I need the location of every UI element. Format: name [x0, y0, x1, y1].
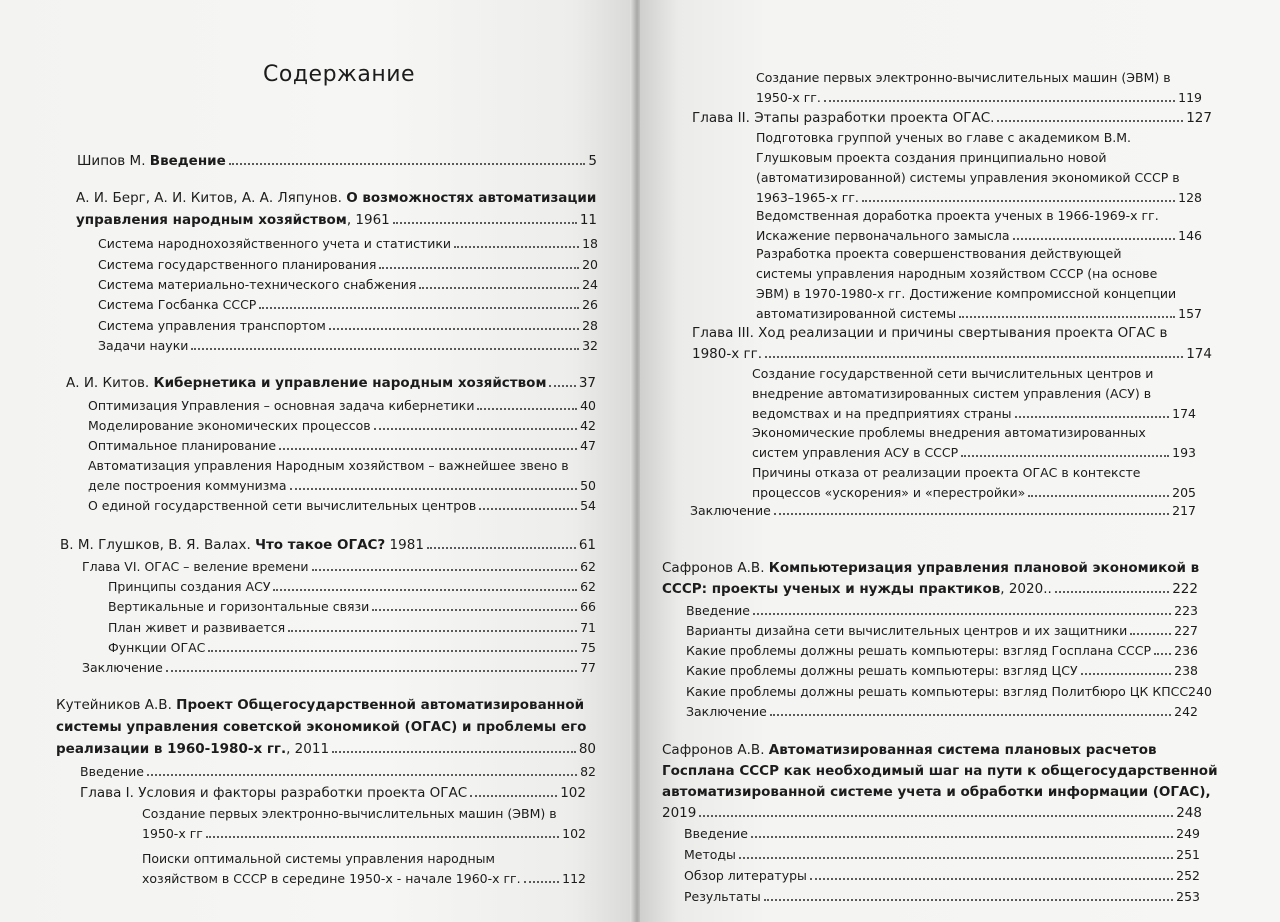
entry-label-line: Экономические проблемы внедрения автоматизированных: [752, 425, 1146, 440]
toc-entry[interactable]: [686, 643, 1198, 659]
page-number: 66: [580, 599, 596, 614]
toc-entry[interactable]: [88, 478, 596, 494]
toc-entry[interactable]: [686, 663, 1198, 679]
entry-label: Система материально-технического снабжения: [98, 277, 417, 292]
entry-author: Сафронов А.В.: [662, 742, 765, 758]
page-number: 28: [582, 318, 598, 333]
entry-label-line: Создание государственной сети вычислительных центров и: [752, 366, 1154, 381]
page-number: 252: [1176, 868, 1200, 883]
toc-entry[interactable]: [756, 306, 1202, 322]
toc-entry[interactable]: [752, 406, 1196, 422]
entry-year: , 2011: [286, 741, 330, 757]
entry-heading: Госплана СССР как необходимый шаг на пути к общегосударственной: [662, 763, 1218, 779]
toc-entry[interactable]: [692, 346, 1212, 362]
page-number: 32: [582, 338, 598, 353]
entry-label: Варианты дизайна сети вычислительных центров и их защитники: [686, 623, 1128, 638]
page-number: 75: [580, 640, 596, 655]
entry-label: Система управления транспортом: [98, 318, 326, 333]
entry-label-line: Разработка проекта совершенствования действующей: [756, 246, 1122, 261]
page-number: 62: [580, 579, 596, 594]
toc-entry[interactable]: [684, 889, 1200, 905]
page-number: 119: [1178, 90, 1202, 105]
entry-author: А. И. Китов.: [66, 375, 150, 391]
page-number: 251: [1176, 847, 1200, 862]
entry-heading: автоматизированной системе учета и обработки информации (ОГАС),: [662, 784, 1211, 800]
entry-author: Сафронов А.В.: [662, 560, 765, 576]
toc-entry[interactable]: [108, 599, 596, 615]
page-number: 174: [1172, 406, 1196, 421]
page-number: 205: [1172, 485, 1196, 500]
entry-label: Результаты: [684, 889, 761, 904]
toc-entry[interactable]: [98, 338, 598, 354]
page-number: 227: [1174, 623, 1198, 638]
entry-label: Оптимальное планирование: [88, 438, 277, 453]
entry-label: хозяйством в СССР в середине 1950-х - начале 1960-х гг.: [142, 871, 521, 886]
entry-label: Система народнохозяйственного учета и статистики: [98, 236, 452, 251]
entry-label: 1980-х гг.: [692, 346, 762, 362]
page-number: 242: [1174, 704, 1198, 719]
entry-label-line: (автоматизированной) системы управления экономикой СССР в: [756, 170, 1180, 185]
page-number: 5: [588, 153, 597, 169]
entry-label-line: Причины отказа от реализации проекта ОГАС в контексте: [752, 465, 1141, 480]
toc-entry[interactable]: [662, 805, 1202, 821]
entry-heading: системы управления советской экономикой (ОГАС) и проблемы его: [56, 719, 587, 735]
leader-dots: [393, 222, 577, 224]
toc-entry[interactable]: [684, 847, 1200, 863]
page-number: 20: [582, 257, 598, 272]
entry-label-line: Поиски оптимальной системы управления народным: [142, 851, 495, 866]
entry-label: Оптимизация Управления – основная задача кибернетики: [88, 398, 475, 413]
toc-entry[interactable]: [752, 485, 1196, 501]
entry-heading: Проект Общегосударственной автоматизированной: [176, 697, 585, 713]
toc-entry[interactable]: [80, 785, 586, 801]
entry-label-line: ЭВМ) в 1970-1980-х гг. Достижение компромиссной концепции: [756, 286, 1177, 301]
entry-heading: О возможностях автоматизации: [346, 190, 597, 206]
entry-label: Глава I. Условия и факторы разработки проекта ОГАС: [80, 785, 468, 801]
entry-label: Вертикальные и горизонтальные связи: [108, 599, 370, 614]
left-page: [0, 0, 636, 922]
entry-heading-line: [56, 719, 586, 735]
entry-label-line: Подготовка группой ученых во главе с академиком В.М.: [756, 130, 1132, 145]
page-number: 248: [1176, 805, 1202, 821]
entry-heading-line: [662, 784, 1211, 800]
entry-label: Какие проблемы должны решать компьютеры: взгляд Госплана СССР: [686, 643, 1152, 658]
page-number: 47: [580, 438, 596, 453]
entry-label-line: Создание первых электронно-вычислительных машин (ЭВМ) в: [142, 806, 557, 821]
page-number: 217: [1172, 503, 1196, 518]
page-number: 82: [580, 764, 596, 779]
page-number: 223: [1174, 603, 1198, 618]
entry-label: Глава VI. ОГАС – веление времени: [82, 559, 309, 574]
entry-label: автоматизированной системы: [756, 306, 957, 321]
page-number: 174: [1186, 346, 1212, 362]
entry-label-line: Глава III. Ход реализации и причины свертывания проекта ОГАС в: [692, 325, 1168, 341]
toc-entry[interactable]: [66, 375, 596, 391]
page-number: 146: [1178, 228, 1202, 243]
toc-entry[interactable]: [98, 318, 598, 334]
entry-label: Обзор литературы: [684, 868, 807, 883]
toc-entry[interactable]: [98, 277, 598, 293]
entry-heading-line: [662, 742, 1157, 758]
page-number: 54: [580, 498, 596, 513]
page-number: 127: [1186, 110, 1212, 126]
page-number: 11: [579, 212, 597, 228]
toc-entry[interactable]: [108, 620, 596, 636]
entry-label: Введение: [80, 764, 144, 779]
page-number: 42: [580, 418, 596, 433]
toc-entry[interactable]: [98, 297, 598, 313]
entry-label: Функции ОГАС: [108, 640, 206, 655]
toc-entry[interactable]: [684, 826, 1200, 842]
entry-label: О единой государственной сети вычислительных центров: [88, 498, 477, 513]
entry-label: Принципы создания АСУ: [108, 579, 271, 594]
page-number: 253: [1176, 889, 1200, 904]
toc-entry[interactable]: [108, 640, 596, 656]
entry-label: систем управления АСУ в СССР: [752, 445, 959, 460]
page-number: 24: [582, 277, 598, 292]
entry-label-line: Автоматизация управления Народным хозяйством – важнейшее звено в: [88, 458, 569, 473]
entry-year: 2019: [662, 805, 697, 821]
entry-heading: управления народным хозяйством: [76, 212, 347, 228]
entry-label-line: Создание первых электронно-вычислительных машин (ЭВМ) в: [756, 70, 1171, 85]
toc-entry[interactable]: [108, 579, 596, 595]
page-number: 102: [560, 785, 586, 801]
entry-label: деле построения коммунизма: [88, 478, 287, 493]
entry-label: Методы: [684, 847, 736, 862]
entry-heading: реализации в 1960-1980-х гг.: [56, 741, 287, 757]
toc-entry[interactable]: [662, 581, 1198, 597]
entry-authors: А. И. Берг, А. И. Китов, А. А. Ляпунов.: [76, 190, 342, 206]
entry-label-line: системы управления народным хозяйством СССР (на основе: [756, 266, 1158, 281]
entry-label: Заключение: [686, 704, 767, 719]
entry-label: Глава II. Этапы разработки проекта ОГАС.: [692, 110, 995, 126]
entry-label: Система Госбанка СССР: [98, 297, 257, 312]
page-number: 236: [1174, 643, 1198, 658]
toc-entry[interactable]: [686, 704, 1198, 720]
entry-author: Шипов М.: [77, 153, 146, 169]
page-number: 128: [1178, 190, 1202, 205]
page-number: 71: [580, 620, 596, 635]
toc-entry[interactable]: [82, 660, 596, 676]
toc-entry[interactable]: [752, 445, 1196, 461]
entry-label-line: внедрение автоматизированных систем управления (АСУ) в: [752, 386, 1152, 401]
entry-year: , 1961: [346, 212, 390, 228]
entry-label: ведомствах и на предприятиях страны: [752, 406, 1012, 421]
toc-entry[interactable]: [76, 212, 597, 228]
entry-author: Кутейников А.В.: [56, 697, 172, 713]
entry-label: 1963–1965-х гг.: [756, 190, 859, 205]
page-number: 77: [580, 660, 596, 675]
toc-entry[interactable]: [88, 398, 596, 414]
entry-label: Моделирование экономических процессов: [88, 418, 371, 433]
toc-entry[interactable]: [88, 438, 596, 454]
entry-label: Задачи науки: [98, 338, 189, 353]
entry-label: 1950-х гг: [142, 826, 203, 841]
entry-heading-line: [662, 560, 1199, 576]
entry-heading: Компьютеризация управления плановой экономикой в: [768, 560, 1200, 576]
toc-entry[interactable]: Какие проблемы должны решать компьютеры: взгляд Политбюро ЦК КПСС240: [686, 684, 1212, 699]
toc-entry[interactable]: [82, 559, 596, 575]
page-number: 238: [1174, 663, 1198, 678]
page-number: 62: [580, 559, 596, 574]
page-number: 26: [582, 297, 598, 312]
entry-label: процессов «ускорения» и «перестройки»: [752, 485, 1026, 500]
page-number: 249: [1176, 826, 1200, 841]
entry-heading: Автоматизированная система плановых расчетов: [768, 742, 1157, 758]
toc-entry[interactable]: [98, 257, 598, 273]
toc-entry[interactable]: [142, 826, 586, 842]
right-page: [640, 0, 1280, 922]
toc-entry[interactable]: [60, 537, 596, 553]
entry-label: Введение: [684, 826, 748, 841]
entry-authors: В. М. Глушков, В. Я. Валах.: [60, 537, 251, 553]
toc-entry[interactable]: [756, 190, 1202, 206]
entry-label-line: Глушковым проекта создания принципиально новой: [756, 150, 1107, 165]
entry-label-line: Ведомственная доработка проекта ученых в 1966-1969-х гг.: [756, 208, 1159, 223]
entry-label: Искажение первоначального замысла: [756, 228, 1010, 243]
page-number: 157: [1178, 306, 1202, 321]
entry-label: Система государственного планирования: [98, 257, 377, 272]
page-number: 112: [562, 871, 586, 886]
toc-entry[interactable]: [756, 90, 1202, 106]
toc-entry[interactable]: [80, 764, 596, 780]
entry-label: Заключение: [82, 660, 163, 675]
page-title: Содержание: [263, 62, 416, 87]
entry-heading: Введение: [149, 153, 226, 169]
toc-entry[interactable]: [756, 228, 1202, 244]
entry-label: Какие проблемы должны решать компьютеры: взгляд ЦСУ: [686, 663, 1078, 678]
entry-heading: СССР: проекты ученых и нужды практиков: [662, 581, 1001, 597]
toc-entry[interactable]: [686, 623, 1198, 639]
entry-heading: Кибернетика и управление народным хозяйством: [153, 375, 547, 391]
toc-entry[interactable]: [142, 871, 586, 887]
toc-entry[interactable]: [686, 603, 1198, 619]
page-number: 222: [1172, 581, 1198, 597]
toc-entry[interactable]: [690, 503, 1196, 519]
entry-heading-line: [662, 763, 1218, 779]
entry-heading-line: [56, 697, 584, 713]
toc-entry[interactable]: [684, 868, 1200, 884]
toc-entry[interactable]: [88, 498, 596, 514]
entry-year: 1981: [385, 537, 424, 553]
page-number: 80: [578, 741, 596, 757]
entry-label: План живет и развивается: [108, 620, 286, 635]
entry-heading-line: [76, 190, 596, 206]
entry-label: Заключение: [690, 503, 771, 518]
toc-entry[interactable]: [98, 236, 598, 252]
page-number: 193: [1172, 445, 1196, 460]
entry-label: Введение: [686, 603, 750, 618]
leader-dots: [229, 163, 586, 165]
page-number: 61: [578, 537, 596, 553]
entry-label: 1950-х гг.: [756, 90, 821, 105]
page-number: 37: [578, 375, 596, 391]
toc-entry[interactable]: [56, 741, 596, 757]
toc-entry[interactable]: [88, 418, 596, 434]
entry-year: , 2020..: [1000, 581, 1052, 597]
page-number: 40: [580, 398, 596, 413]
entry-heading: Что такое ОГАС?: [255, 537, 386, 553]
toc-entry[interactable]: [77, 153, 597, 169]
toc-entry[interactable]: [692, 110, 1212, 126]
page-number: 18: [582, 236, 598, 251]
page-number: 102: [562, 826, 586, 841]
page-number: 50: [580, 478, 596, 493]
